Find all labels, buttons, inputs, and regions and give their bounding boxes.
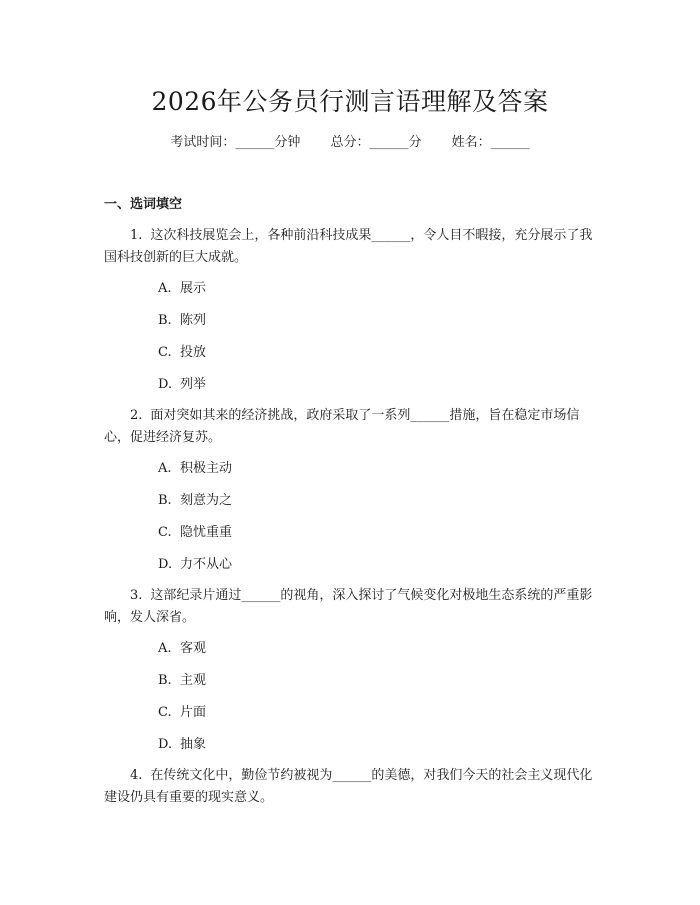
option-3b[interactable] [158, 669, 206, 688]
question-number: 1. [130, 228, 143, 243]
question-number: 2. [130, 408, 143, 423]
option-letter: B. [158, 493, 172, 508]
option-3a[interactable] [158, 637, 206, 656]
question-number: 3. [130, 588, 143, 603]
option-1b[interactable] [158, 309, 206, 328]
option-letter: B. [158, 673, 172, 688]
question-3 [104, 585, 599, 629]
option-1c[interactable] [158, 341, 206, 360]
total-score-field: 总分：______分 [330, 135, 422, 150]
option-letter: C. [158, 525, 172, 540]
option-text: 隐忧重重 [180, 525, 233, 540]
question-text: 这部纪录片通过______的视角，深入探讨了气候变化对极地生态系统的严重影响，发人深省。 [104, 588, 593, 625]
exam-time-field: 考试时间：______分钟 [170, 135, 301, 150]
option-3d[interactable] [158, 733, 206, 752]
option-text: 片面 [180, 705, 207, 720]
page-title: 2026年公务员行测言语理解及答案 [151, 87, 549, 116]
question-2 [104, 405, 599, 449]
question-text: 在传统文化中，勤俭节约被视为______的美德，对我们今天的社会主义现代化建设仍具有重要的现实意义。 [104, 768, 593, 805]
option-letter: D. [158, 557, 173, 572]
option-text: 刻意为之 [180, 493, 233, 508]
option-text: 展示 [180, 281, 207, 296]
option-letter: A. [158, 281, 172, 296]
option-text: 列举 [180, 377, 207, 392]
question-4 [104, 765, 599, 809]
option-1d[interactable] [158, 373, 206, 392]
option-letter: D. [158, 377, 173, 392]
option-2a[interactable] [158, 457, 232, 476]
option-3c[interactable] [158, 701, 206, 720]
option-text: 抽象 [180, 737, 207, 752]
option-2b[interactable] [158, 489, 232, 508]
option-text: 积极主动 [180, 461, 233, 476]
option-letter: C. [158, 705, 172, 720]
question-number: 4. [130, 768, 143, 783]
option-2c[interactable] [158, 521, 232, 540]
option-2d[interactable] [158, 553, 232, 572]
option-text: 主观 [180, 673, 207, 688]
option-letter: D. [158, 737, 173, 752]
question-text: 面对突如其来的经济挑战，政府采取了一系列______措施，旨在稳定市场信心，促进经济复苏。 [104, 408, 580, 445]
option-text: 投放 [180, 345, 207, 360]
option-letter: C. [158, 345, 172, 360]
option-letter: A. [158, 461, 172, 476]
section-heading: 一、选词填空 [104, 197, 183, 212]
question-1 [104, 225, 599, 269]
option-text: 客观 [180, 641, 207, 656]
option-1a[interactable] [158, 277, 206, 296]
exam-info [0, 131, 700, 150]
name-field: 姓名：______ [451, 135, 530, 150]
option-text: 陈列 [180, 313, 207, 328]
option-letter: A. [158, 641, 172, 656]
question-text: 这次科技展览会上，各种前沿科技成果______，令人目不暇接，充分展示了我国科技创新的巨大成就。 [104, 228, 593, 265]
option-text: 力不从心 [180, 557, 233, 572]
option-letter: B. [158, 313, 172, 328]
